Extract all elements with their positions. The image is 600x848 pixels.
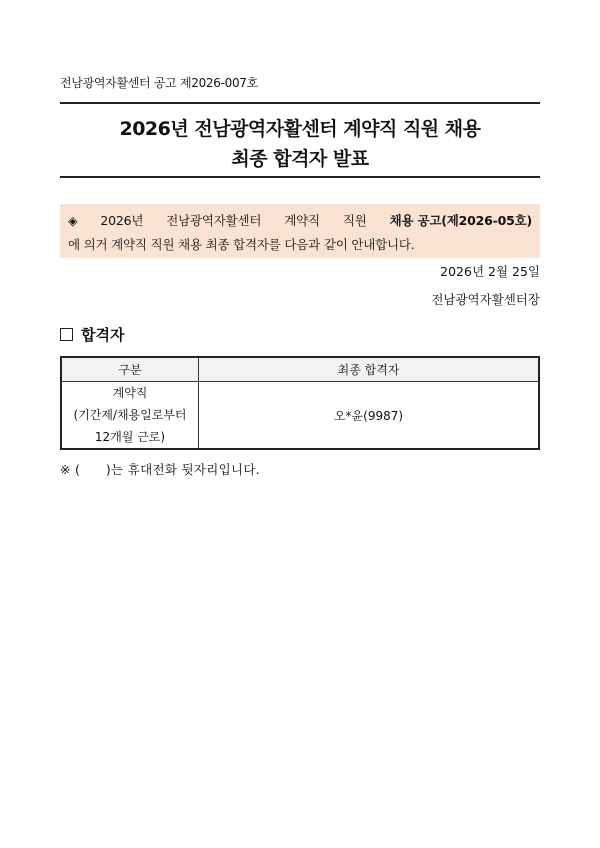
section-title: 합격자: [81, 326, 125, 344]
document-subtitle: 최종 합격자 발표: [231, 148, 369, 170]
title-top-rule: [60, 102, 540, 104]
category-line: 계약직: [112, 386, 148, 400]
diamond-bullet-icon: ◈: [68, 213, 78, 228]
category-line: (기간제/채용일로부터: [73, 408, 187, 422]
cell-final-passer: 오*윤(9987): [199, 382, 540, 450]
notice-box: [60, 204, 540, 258]
notice-word: 2026년: [100, 213, 144, 228]
title-bottom-rule: [60, 176, 540, 178]
header-category: 구분: [61, 357, 199, 382]
cell-category: [61, 382, 199, 450]
category-line: 12개월 근로): [94, 430, 166, 444]
table-row: [61, 382, 539, 450]
section-heading: [60, 324, 124, 345]
header-final-passer: 최종 합격자: [199, 357, 540, 382]
result-table: [60, 356, 540, 450]
notice-reference-bold: 채용 공고(제2026-05호): [389, 213, 532, 228]
announcement-number: 전남광역자활센터 공고 제2026-007호: [60, 76, 258, 90]
notice-line-2: 에 의거 계약직 직원 채용 최종 합격자를 다음과 같이 안내합니다.: [68, 237, 415, 252]
footnote: ※ ( )는 휴대전화 뒷자리입니다.: [60, 462, 260, 477]
notice-line-1: [68, 209, 532, 233]
notice-word: 전남광역자활센터: [166, 213, 262, 228]
checkbox-square-icon: [60, 328, 73, 341]
table-header-row: [61, 357, 539, 382]
document-title: 2026년 전남광역자활센터 계약직 직원 채용: [119, 118, 481, 140]
notice-word: 계약직: [284, 213, 320, 228]
issuing-organization: 전남광역자활센터장: [431, 292, 540, 307]
notice-word: 직원: [342, 213, 367, 228]
announcement-date: 2026년 2월 25일: [440, 264, 540, 279]
